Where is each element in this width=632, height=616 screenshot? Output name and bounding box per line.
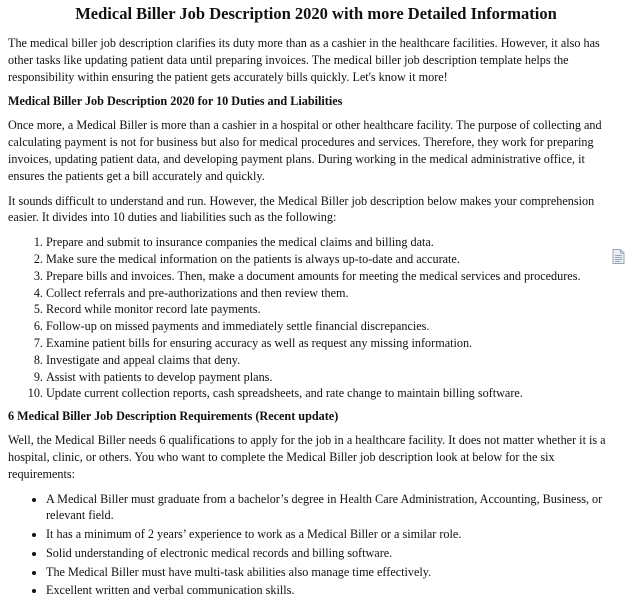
list-item: 10. Update current collection reports, cash spreadsheets, and rate change to maintain billing software.	[46, 385, 624, 402]
requirements-paragraph: Well, the Medical Biller needs 6 qualifications to apply for the job in a healthcare facility. It does not matter whether it is a hospital, clinic, or others. You who want to complete the Medical Biller job description look at below for the six requirements:	[8, 433, 606, 481]
requirements-list	[8, 491, 624, 600]
duties-paragraph-2: It sounds difficult to understand and run. However, the Medical Biller job description below makes your comprehension easier. It divides into 10 duties and liabilities such as the following:	[8, 193, 595, 225]
list-item: • Excellent written and verbal communication skills.	[46, 582, 624, 599]
document-icon[interactable]	[612, 249, 625, 269]
duties-list	[8, 234, 624, 402]
intro-paragraph: The medical biller job description clarifies its duty more than as a cashier in the healthcare facilities. However, it also has other tasks like updating patient data until preparing invoices. The medical biller job description template helps the responsibility within ensuring the patient gets accurately bills quickly. Let's know it more!	[8, 35, 600, 84]
list-item: 6. Follow-up on missed payments and immediately settle financial discrepancies.	[46, 318, 624, 335]
duties-paragraph-1: Once more, a Medical Biller is more than a cashier in a hospital or other healthcare facility. The purpose of collecting and calculating payment is not for business but also for medical procedures and services. Therefore, they work for preparing invoices, updating patient data, and developing payment plans. During working in the medical administrative office, it ensures the patients get a bill accurately and quickly.	[8, 118, 602, 183]
requirements-heading: 6 Medical Biller Job Description Requirements (Recent update)	[8, 409, 339, 424]
list-item: • Solid understanding of electronic medical records and billing software.	[46, 545, 624, 562]
list-item: 3. Prepare bills and invoices. Then, make a document amounts for meeting the medical services and procedures.	[46, 268, 624, 285]
list-item: 1. Prepare and submit to insurance companies the medical claims and billing data.	[46, 234, 624, 251]
list-item: • The Medical Biller must have multi-task abilities also manage time effectively.	[46, 564, 624, 581]
list-item: • A Medical Biller must graduate from a bachelor’s degree in Health Care Administration, Accounting, Business, or relevant field.	[46, 491, 624, 525]
list-item: 8. Investigate and appeal claims that deny.	[46, 352, 624, 369]
list-item: 5. Record while monitor record late payments.	[46, 301, 624, 318]
duties-heading: Medical Biller Job Description 2020 for 10 Duties and Liabilities	[8, 94, 343, 109]
list-item: 4. Collect referrals and pre-authorizations and then review them.	[46, 285, 624, 302]
list-item: 9. Assist with patients to develop payment plans.	[46, 369, 624, 386]
list-item: 2. Make sure the medical information on the patients is always up-to-date and accurate.	[46, 251, 624, 268]
list-item: 7. Examine patient bills for ensuring accuracy as well as request any missing information.	[46, 335, 624, 352]
list-item: • It has a minimum of 2 years’ experience to work as a Medical Biller or a similar role.	[46, 526, 624, 543]
page-title: Medical Biller Job Description 2020 with more Detailed Information	[75, 4, 557, 23]
